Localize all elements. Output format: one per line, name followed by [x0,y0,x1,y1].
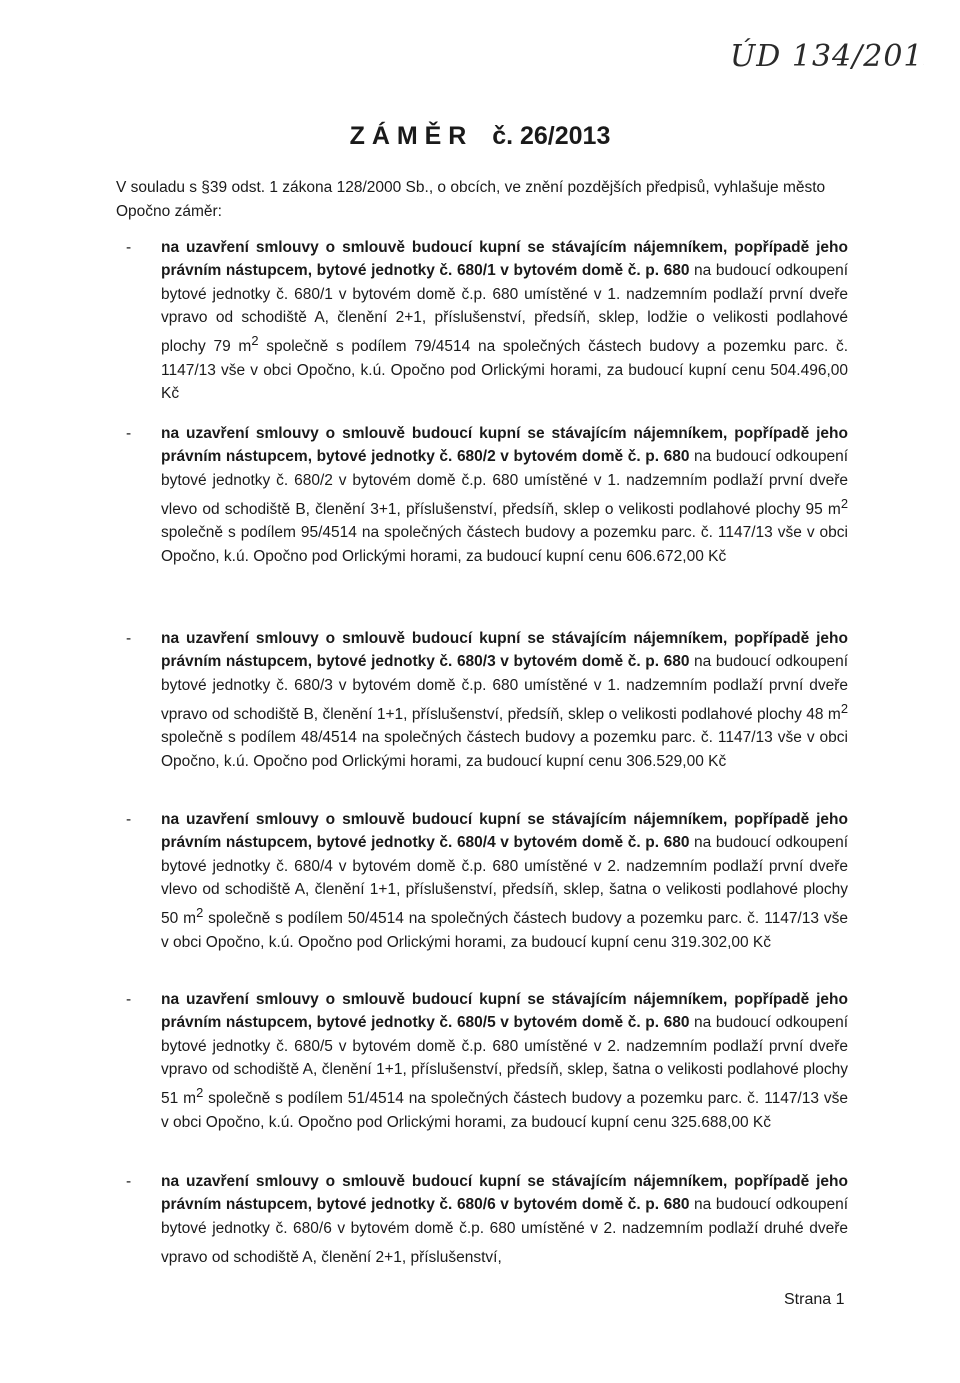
list-dash: - [126,630,132,647]
item-sup: 2 [251,333,259,349]
title-number: č. 26/2013 [492,122,611,150]
intro-paragraph: V souladu s §39 odst. 1 zákona 128/2000 Sb., o obcích, ve znění pozdějších předpisů, vyhlašuje město Opočno záměr: [116,179,826,220]
item-sup: 2 [196,1085,204,1101]
item-text: na budoucí odkoupení bytové jednotky č. 680/4 v bytovém domě č.p. 680 umístěné v 2. nadzemním podlaží první dveře vlevo od schodiště A, členění 1+1, příslušenství, předsíň, sklep, šatna o velikosti podlahové plochy 50 m [161,834,848,928]
handwritten-reference-note [724,22,924,94]
item-text-after: společně s podílem 51/4514 na společných částech budovy a pozemku parc. č. 1147/13 vše v obci Opočno, k.ú. Opočno pod Orlickými horami, za budoucí kupní cenu 325.688,00 Kč [161,1090,849,1131]
item-text-after: společně s podílem 50/4514 na společných částech budovy a pozemku parc. č. 1147/13 vše v obci Opočno, k.ú. Opočno pod Orlickými horami, za budoucí kupní cenu 319.302,00 Kč [161,910,849,951]
list-item [116,422,848,568]
document-title [0,122,960,151]
list-dash: - [126,811,132,828]
list-dash: - [126,425,132,442]
item-body [161,627,848,773]
item-sup: 2 [196,905,204,921]
item-text: na budoucí odkoupení bytové jednotky č. 680/5 v bytovém domě č.p. 680 umístěné v 2. nadzemním podlaží první dveře vpravo od schodiště A, členění 1+1, příslušenství, předsíň, sklep, šatna o velikosti podlahové plochy 51 m [161,1014,848,1108]
item-body [161,808,848,954]
item-sup: 2 [840,495,848,511]
item-sup: 2 [840,700,848,716]
list-dash: - [126,1173,132,1190]
item-text-after: společně s podílem 95/4514 na společných částech budovy a pozemku parc. č. 1147/13 vše v obci Opočno, k.ú. Opočno pod Orlickými horami, za budoucí kupní cenu 606.672,00 Kč [161,524,848,565]
item-body [161,988,848,1134]
list-item [116,236,848,405]
item-body [161,236,848,405]
item-body [161,1170,848,1269]
list-item [116,808,848,954]
item-lead: na uzavření smlouvy o smlouvě budoucí kupní se stávajícím nájemníkem, popřípadě jeho právním nástupcem, bytové jednotky č. 680/2 v bytovém domě č. p. 680 [161,425,848,466]
page-number: Strana 1 [784,1291,845,1308]
item-text: na budoucí odkoupení bytové jednotky č. 680/1 v bytovém domě č.p. 680 umístěné v 1. nadzemním podlaží první dveře vpravo od schodiště A, členění 2+1, příslušenství, předsíň, sklep, lodžie o velikosti podlahové plochy 79 m [161,262,848,356]
list-item [116,988,848,1134]
item-lead: na uzavření smlouvy o smlouvě budoucí kupní se stávajícím nájemníkem, popřípadě jeho právním nástupcem, bytové jednotky č. 680/6 v bytovém domě č. p. 680 [161,1173,848,1214]
list-item [116,1170,848,1269]
item-text: na budoucí odkoupení bytové jednotky č. 680/6 v bytovém domě č.p. 680 umístěné v 2. nadzemním podlaží druhé dveře vpravo od schodiště A, členění 2+1, příslušenství, [161,1196,848,1267]
list-dash: - [126,991,132,1008]
item-text: na budoucí odkoupení bytové jednotky č. 680/2 v bytovém domě č.p. 680 umístěné v 1. nadzemním podlaží první dveře vlevo od schodiště B, členění 3+1, příslušenství, předsíň, sklep o velikosti podlahové plochy 95 m [161,448,848,519]
item-body [161,422,848,568]
item-text-after: společně s podílem 79/4514 na společných částech budovy a pozemku parc. č. 1147/13 vše v obci Opočno, k.ú. Opočno pod Orlickými horami, za budoucí kupní cenu 504.496,00 Kč [161,338,848,402]
item-text: na budoucí odkoupení bytové jednotky č. 680/3 v bytovém domě č.p. 680 umístěné v 1. nadzemním podlaží první dveře vpravo od schodiště B, členění 1+1, příslušenství, předsíň, sklep o velikosti podlahové plochy 48 m [161,653,848,724]
title-main: Z Á M Ě R [349,122,467,150]
item-lead: na uzavření smlouvy o smlouvě budoucí kupní se stávajícím nájemníkem, popřípadě jeho právním nástupcem, bytové jednotky č. 680/4 v bytovém domě č. p. 680 [161,811,848,852]
handwritten-reference-text: ÚD 134/2013 [730,39,924,74]
list-item [116,627,848,773]
list-dash: - [126,239,132,256]
item-lead: na uzavření smlouvy o smlouvě budoucí kupní se stávajícím nájemníkem, popřípadě jeho právním nástupcem, bytové jednotky č. 680/5 v bytovém domě č. p. 680 [161,991,848,1032]
item-lead: na uzavření smlouvy o smlouvě budoucí kupní se stávajícím nájemníkem, popřípadě jeho právním nástupcem, bytové jednotky č. 680/3 v bytovém domě č. p. 680 [161,630,848,671]
item-lead: na uzavření smlouvy o smlouvě budoucí kupní se stávajícím nájemníkem, popřípadě jeho právním nástupcem, bytové jednotky č. 680/1 v bytovém domě č. p. 680 [161,239,848,280]
item-text-after: společně s podílem 48/4514 na společných částech budovy a pozemku parc. č. 1147/13 vše v obci Opočno, k.ú. Opočno pod Orlickými horami, za budoucí kupní cenu 306.529,00 Kč [161,729,848,770]
